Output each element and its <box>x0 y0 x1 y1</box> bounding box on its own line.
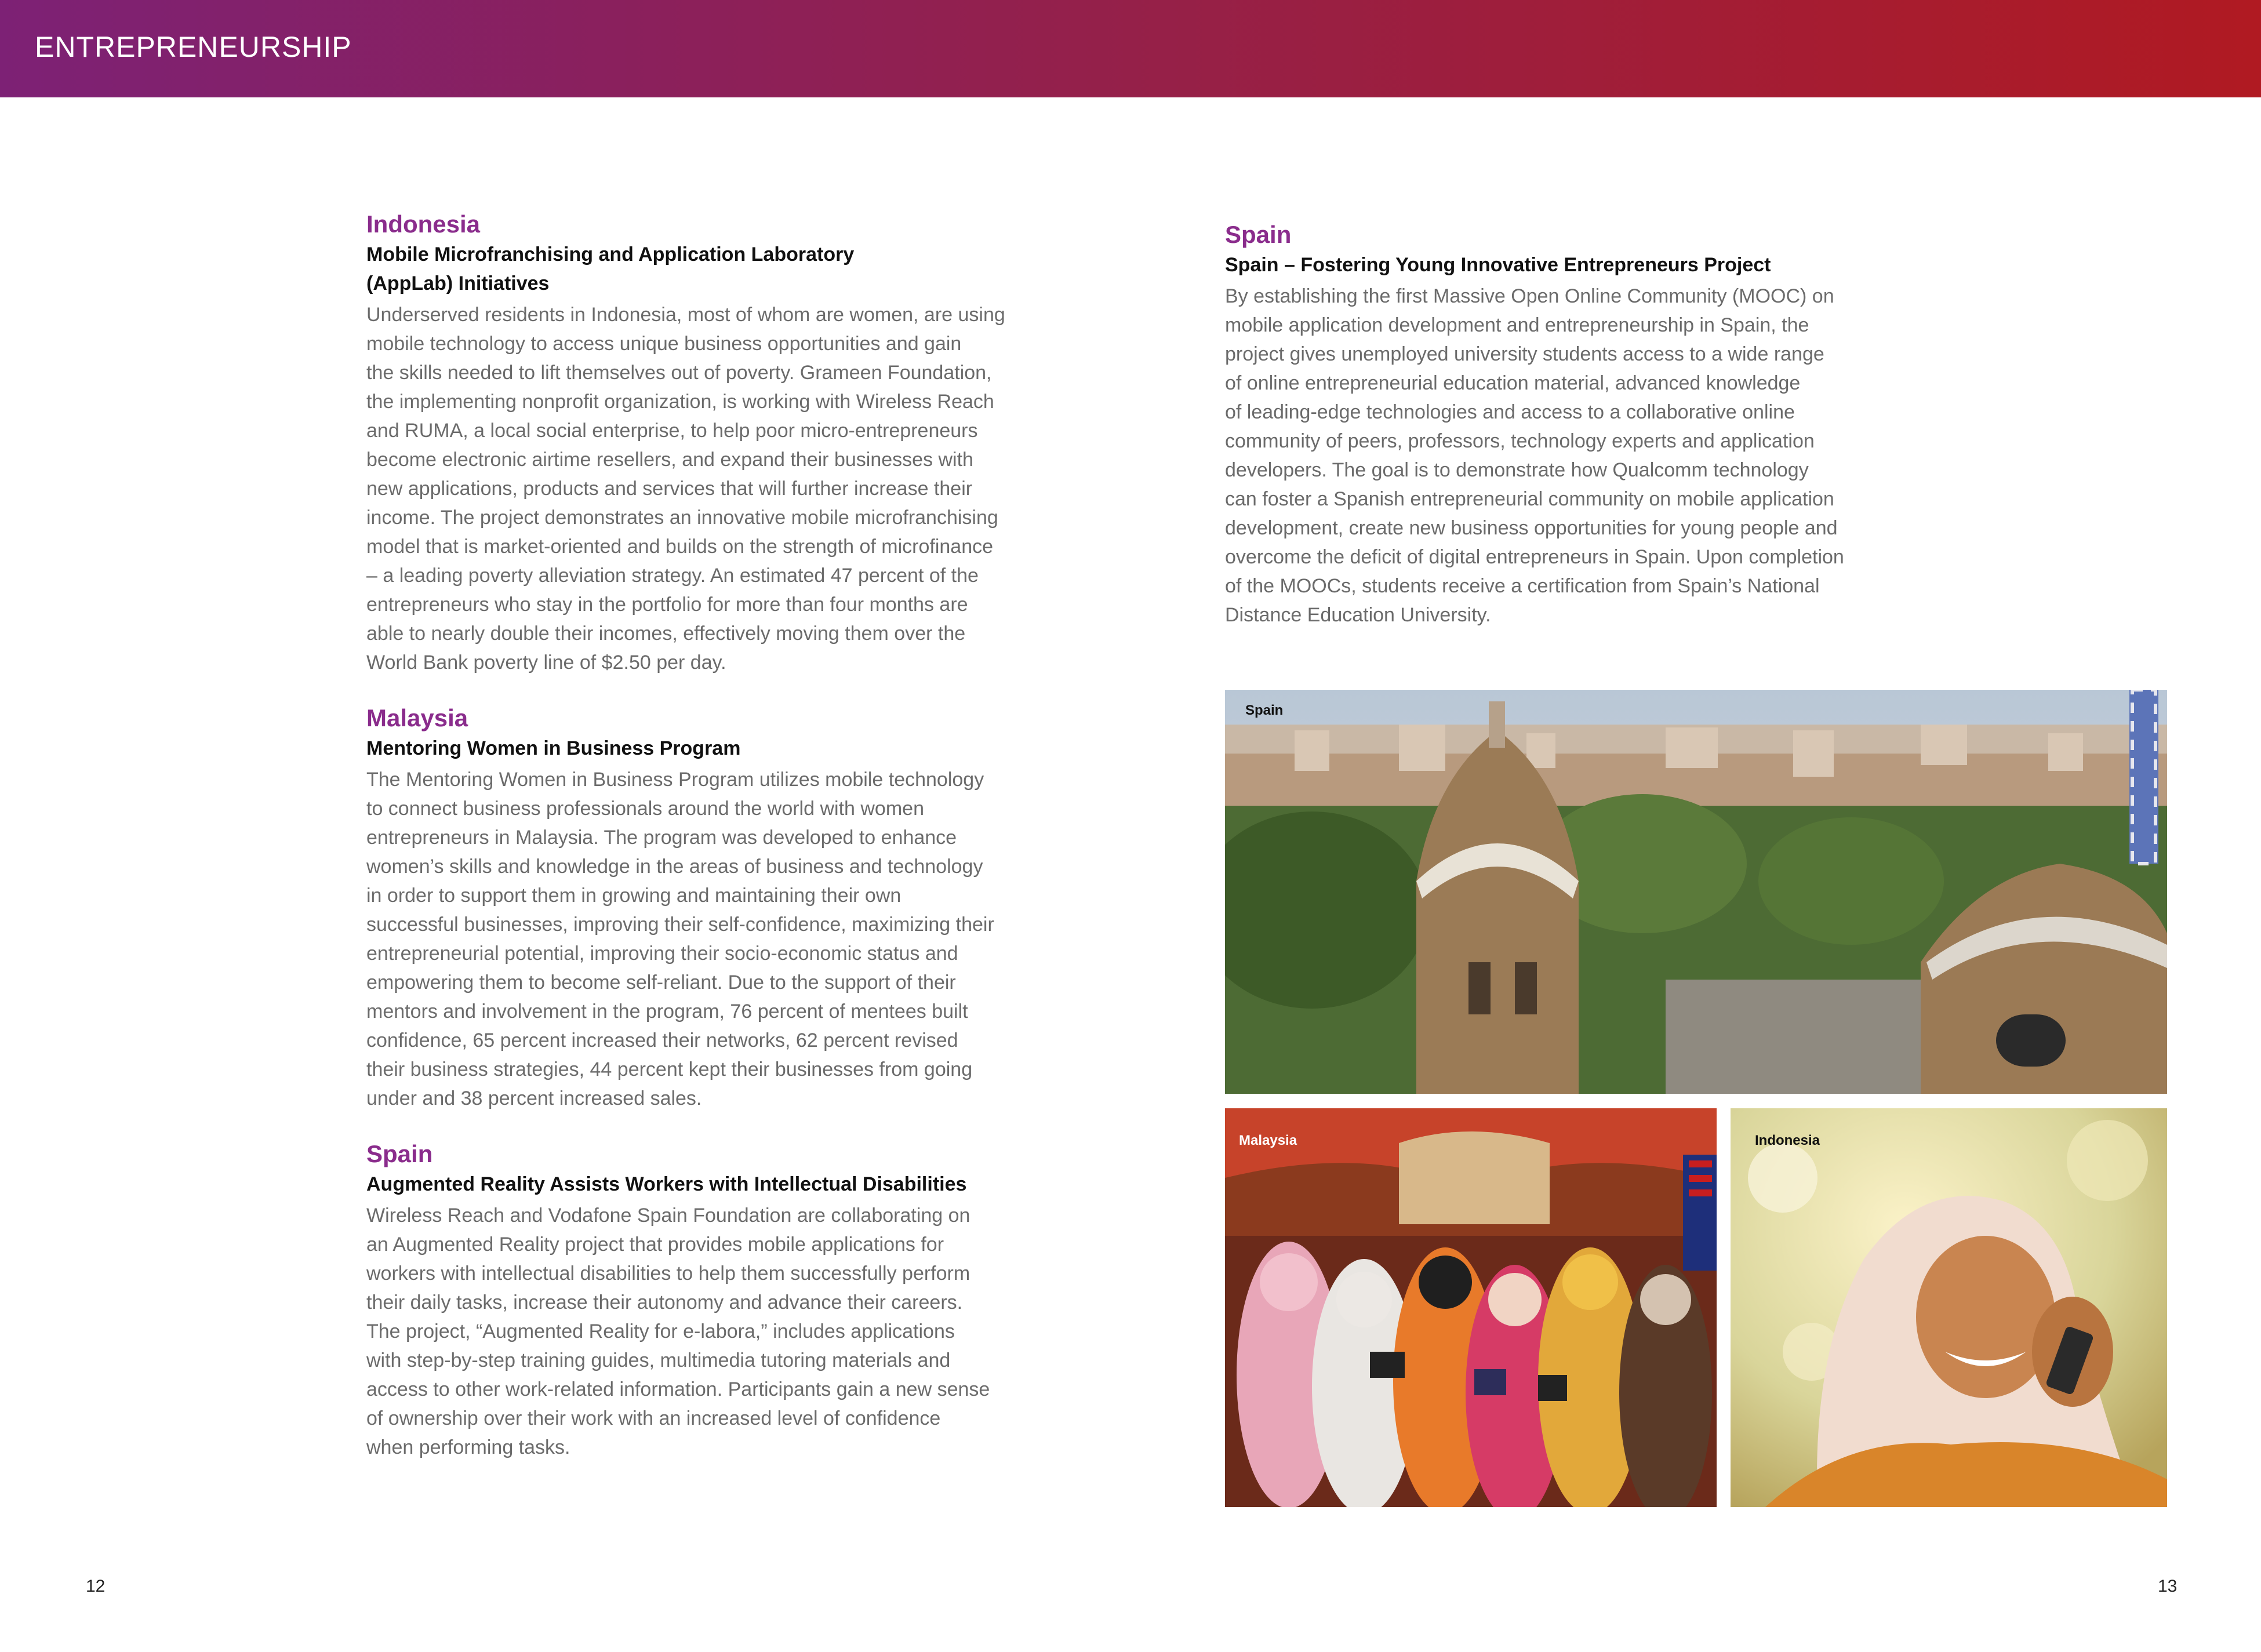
project-body: The Mentoring Women in Business Program utilizes mobile technology to connect business professionals around the world with women entrepreneurs in Malaysia. The program was developed to enhance women’s skills and knowledge in the areas of business and technology in order to support them in growing and maintaining their own successful businesses, improving their self-confidence, maximizing their entrepreneurial potential, improving their socio-economic status and empowering them to become self-reliant. Due to the support of their mentors and involvement in the program, 76 percent of mentees built confidence, 65 percent increased their networks, 62 percent revised their business strategies, 44 percent kept their businesses from going under and 38 percent increased sales. <box>366 769 994 1109</box>
project-body: By establishing the first Massive Open Online Community (MOOC) on mobile application development and entrepreneurship in Spain, the project gives unemployed university students access to a wide range of online entrepreneurial education material, advanced knowledge of leading-edge technologies and access to a collaborative online community of peers, professors, technology experts and application developers. The goal is to demonstrate how Qualcomm technology can foster a Spanish entrepreneurial community on mobile application development, create new business opportunities for young people and overcome the deficit of digital entrepreneurs in Spain. Upon completion of the MOOCs, students receive a certification from Spain’s National Distance Education University. <box>1225 285 1844 626</box>
indonesia-photo <box>1731 1108 2167 1507</box>
malaysia-block <box>366 703 1056 1113</box>
project-title: Mentoring Women in Business Program <box>366 737 741 759</box>
project-body: Wireless Reach and Vodafone Spain Foundation are collaborating on an Augmented Reality project that provides mobile applications for workers with intellectual disabilities to help them successfully perform their daily tasks, increase their autonomy and advance their careers. The project, “Augmented Reality for e-labora,” includes applications with step-by-step training guides, multimedia tutoring materials and access to other work-related information. Participants gain a new sense of ownership over their work with an increased level of confidence when performing tasks. <box>366 1205 990 1458</box>
project-title: Spain – Fostering Young Innovative Entrepreneurs Project <box>1225 254 1771 276</box>
indonesia-photo-image <box>1731 1108 2167 1507</box>
country-heading: Spain <box>366 1140 433 1167</box>
photo-caption: Spain <box>1245 703 1284 718</box>
project-title: Augmented Reality Assists Workers with Intellectual Disabilities <box>366 1173 967 1195</box>
country-heading: Malaysia <box>366 704 468 732</box>
section-title: ENTREPRENEURSHIP <box>35 31 352 63</box>
header-bar <box>0 0 2261 97</box>
photo-caption: Malaysia <box>1239 1133 1297 1148</box>
left-column <box>366 209 1056 1487</box>
spain-photo-image <box>1225 690 2167 1094</box>
malaysia-photo <box>1225 1108 1717 1507</box>
country-heading: Indonesia <box>366 210 481 238</box>
country-heading: Spain <box>1225 221 1292 248</box>
malaysia-photo-image <box>1225 1108 1717 1507</box>
project-body: Underserved residents in Indonesia, most of whom are women, are using mobile technology to access unique business opportunities and gain the skills needed to lift themselves out of poverty. Grameen Foundation, the implementing nonprofit organization, is working with Wireless Reach and RUMA, a local social enterprise, to help poor micro-entrepreneurs become electronic airtime resellers, and expand their businesses with new applications, products and services that will further increase their income. The project demonstrates an innovative mobile microfranchising model that is market-oriented and builds on the strength of microfinance – a leading poverty alleviation strategy. An estimated 47 percent of the entrepreneurs who stay in the portfolio for more than four months are able to nearly double their incomes, effectively moving them over the World Bank poverty line of $2.50 per day. <box>366 304 1005 674</box>
indonesia-block <box>366 209 1056 677</box>
spain-ar-block <box>366 1138 1056 1462</box>
right-column <box>1225 219 1915 655</box>
page-number-left: 12 <box>86 1577 106 1596</box>
spain-mooc-block <box>1225 219 1915 629</box>
spain-photo <box>1225 690 2167 1094</box>
page-number-right: 13 <box>2158 1577 2178 1596</box>
project-title: Mobile Microfranchising and Application Laboratory (AppLab) Initiatives <box>366 243 855 294</box>
photo-caption: Indonesia <box>1755 1133 1820 1148</box>
